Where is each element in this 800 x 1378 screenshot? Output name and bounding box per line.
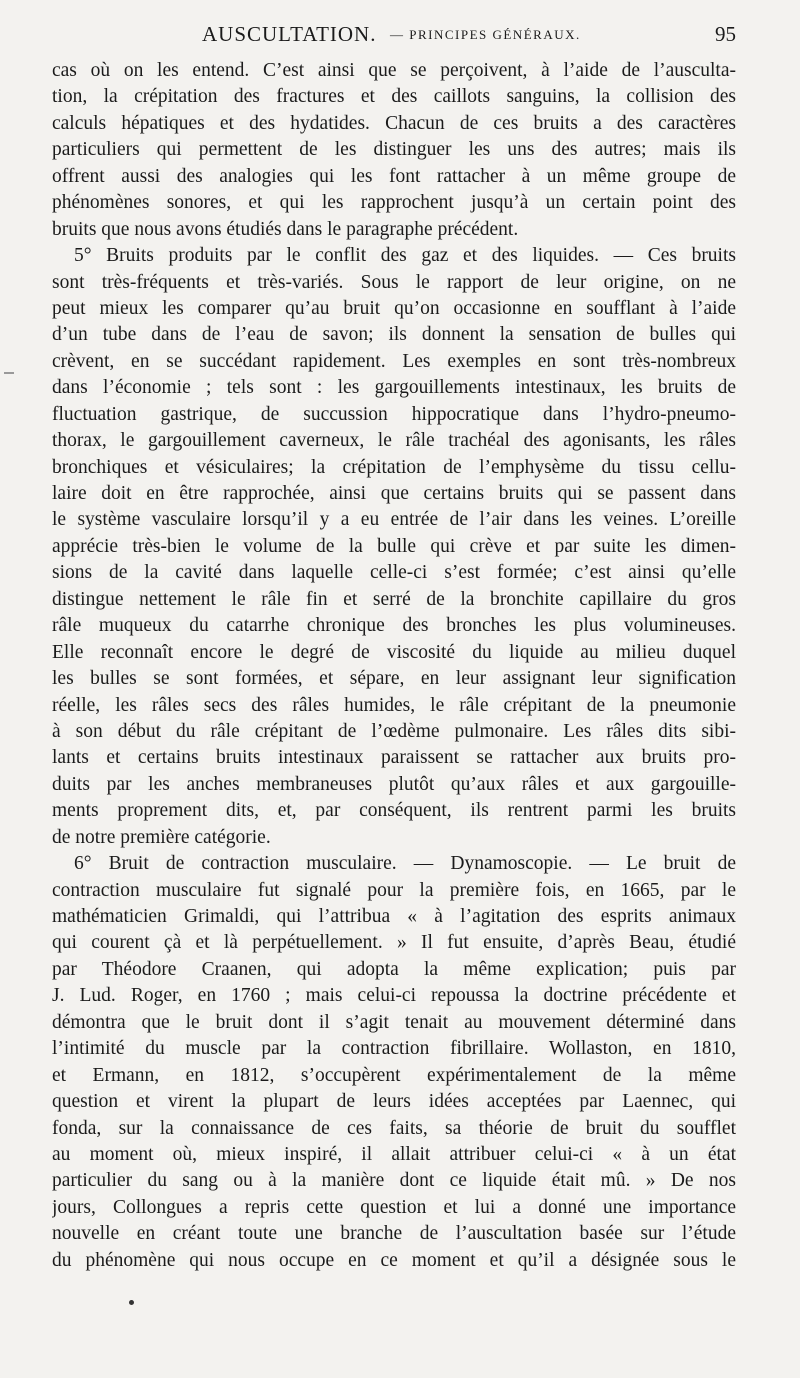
- text-line: les bulles se sont formées, et sépare, en leur assignant leur signification: [52, 668, 736, 690]
- text-line: offrent aussi des analogies qui les font rattacher à un même groupe de: [52, 165, 736, 187]
- text-line: fonda, sur la connaissance de ces faits, sa théorie de bruit du soufflet: [52, 1117, 736, 1139]
- text-line: apprécie très-bien le volume de la bulle qui crève et par suite les dimen-: [52, 535, 736, 557]
- text-line: peut mieux les comparer qu’au bruit qu’on occasionne en soufflant à l’aide: [52, 297, 736, 319]
- text-line: lants et certains bruits intestinaux paraissent se rattacher aux bruits pro-: [52, 747, 736, 769]
- text-line: contraction musculaire fut signalé pour la première fois, en 1665, par le: [52, 879, 736, 901]
- text-line: bronchiques et vésiculaires; la crépitation de l’emphysème du tissu cellu-: [52, 456, 736, 478]
- text-line: sont très-fréquents et très-variés. Sous le rapport de leur origine, on ne: [52, 271, 736, 293]
- text-line: ments proprement dits, et, par conséquent, ils rentrent parmi les bruits: [52, 800, 736, 822]
- text-line: de notre première catégorie.: [52, 826, 271, 848]
- text-line: et Ermann, en 1812, s’occupèrent expérimentalement de la même: [52, 1064, 736, 1086]
- text-line: dans l’économie ; tels sont : les gargouillements intestinaux, les bruits de: [52, 377, 736, 399]
- text-line: réelle, les râles secs des râles humides, le râle crépitant de la pneumonie: [52, 694, 736, 716]
- text-line: fluctuation gastrique, de succussion hippocratique dans l’hydro-pneumo-: [52, 403, 736, 425]
- text-line: bruits que nous avons étudiés dans le paragraphe précédent.: [52, 218, 519, 240]
- text-line: râle muqueux du catarrhe chronique des bronches les plus volumineuses.: [52, 615, 736, 637]
- text-line: mathématicien Grimaldi, qui l’attribua « à l’agitation des esprits animaux: [52, 906, 736, 927]
- text-line: le système vasculaire lorsqu’il y a eu entrée de l’air dans les veines. L’oreille: [52, 509, 736, 531]
- text-line: 6° Bruit de contraction musculaire. — Dynamoscopie. — Le bruit de: [74, 853, 736, 875]
- text-line: duits par les anches membraneuses plutôt qu’aux râles et aux gargouille-: [52, 773, 736, 795]
- text-line: 5° Bruits produits par le conflit des gaz et des liquides. — Ces bruits: [74, 245, 736, 267]
- text-line: jours, Collongues a repris cette question et lui a donné une importance: [52, 1196, 736, 1218]
- text-line: cas où on les entend. C’est ainsi que se perçoivent, à l’aide de l’ausculta-: [52, 60, 736, 81]
- text-line: particuliers qui permettent de les distinguer les uns des autres; mais ils: [52, 139, 736, 161]
- text-line: au moment où, mieux inspiré, il allait attribuer celui-ci « à un état: [52, 1143, 736, 1165]
- running-title: AUSCULTATION.: [202, 22, 377, 46]
- running-header: [52, 18, 736, 52]
- text-line: du phénomène qui nous occupe en ce moment et qu’il a désignée sous le: [52, 1249, 736, 1271]
- text-line: tion, la crépitation des fractures et des caillots sanguins, la collision des: [52, 86, 736, 108]
- text-line: qui courent çà et là perpétuellement. » Il fut ensuite, d’après Beau, étudié: [52, 932, 736, 954]
- text-line: l’intimité du muscle par la contraction fibrillaire. Wollaston, en 1810,: [52, 1038, 736, 1060]
- margin-mark: [4, 372, 14, 374]
- text-line: particulier du sang ou à la manière dont ce liquide était mû. » De nos: [52, 1170, 736, 1192]
- text-line: par Théodore Craanen, qui adopta la même explication; puis par: [52, 958, 736, 980]
- text-line: thorax, le gargouillement caverneux, le râle trachéal des agonisants, les râles: [52, 430, 736, 452]
- text-line: démontra que le bruit dont il s’agit tenait au mouvement déterminé dans: [52, 1011, 736, 1033]
- page-number: 95: [715, 22, 736, 46]
- text-line: laire doit en être rapprochée, ainsi que certains bruits qui se passent dans: [52, 483, 736, 504]
- text-line: à son début du râle crépitant de l’œdème pulmonaire. Les râles dits sibi-: [52, 720, 736, 742]
- text-line: sions de la cavité dans laquelle celle-ci s’est formée; c’est ainsi qu’elle: [52, 562, 736, 584]
- text-line: J. Lud. Roger, en 1760 ; mais celui-ci repoussa la doctrine précédente et: [52, 985, 736, 1007]
- ink-speck: [129, 1300, 134, 1305]
- text-line: phénomènes sonores, et qui les rapprochent jusqu’à un certain point des: [52, 192, 736, 214]
- text-line: nouvelle en créant toute une branche de l’auscultation basée sur l’étude: [52, 1223, 736, 1245]
- text-line: question et virent la plupart de leurs idées acceptées par Laennec, qui: [52, 1091, 736, 1113]
- text-line: calculs hépatiques et des hydatides. Chacun de ces bruits a des caractères: [52, 112, 736, 134]
- text-line: distingue nettement le râle fin et serré de la bronchite capillaire du gros: [52, 588, 736, 610]
- text-line: Elle reconnaît encore le degré de viscosité du liquide au milieu duquel: [52, 641, 736, 663]
- text-line: d’un tube dans de l’eau de savon; ils donnent la sensation de bulles qui: [52, 324, 736, 346]
- running-subtitle: — PRINCIPES GÉNÉRAUX.: [390, 27, 581, 42]
- text-line: crèvent, en se succédant rapidement. Les exemples en sont très-nombreux: [52, 350, 736, 372]
- body-text: [52, 58, 736, 1274]
